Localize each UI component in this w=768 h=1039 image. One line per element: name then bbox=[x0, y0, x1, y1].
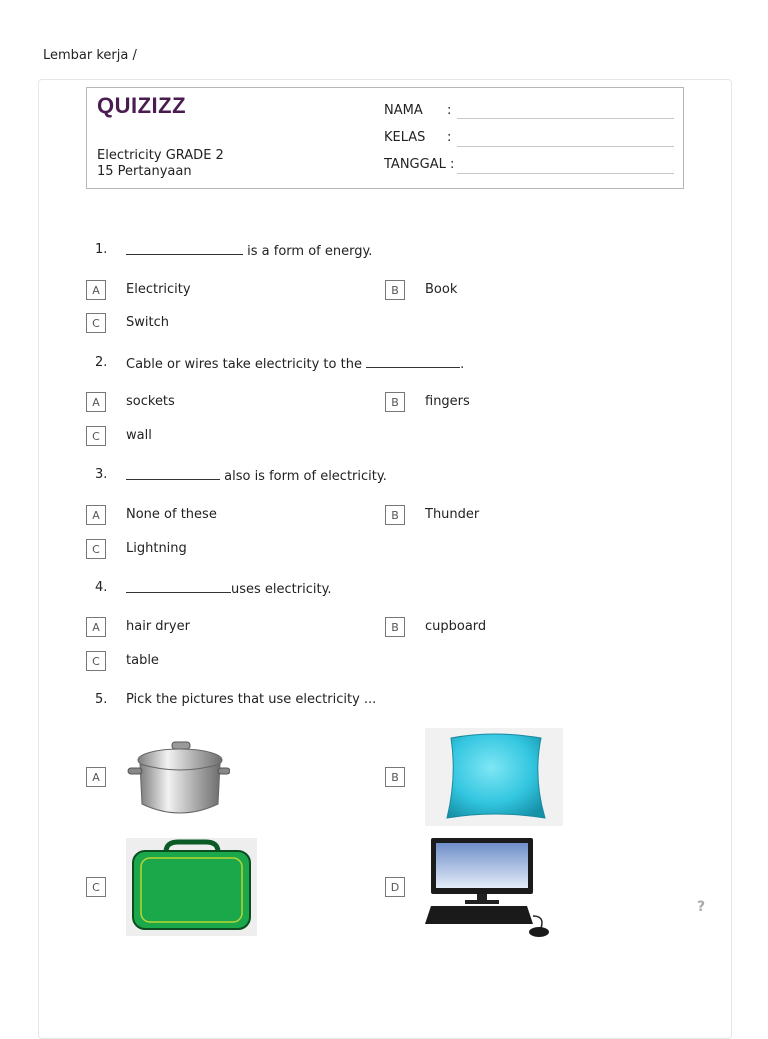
option-text[interactable]: cupboard bbox=[425, 619, 487, 634]
option-letter-box[interactable]: A bbox=[86, 392, 106, 412]
date-field[interactable] bbox=[457, 173, 674, 174]
option-text[interactable]: Thunder bbox=[425, 507, 480, 522]
class-label: KELAS bbox=[384, 130, 426, 145]
cooking-pot-icon bbox=[126, 730, 230, 826]
option-letter-box[interactable]: A bbox=[86, 767, 106, 787]
option-letter-box[interactable]: C bbox=[86, 651, 106, 671]
question-text: uses electricity. bbox=[126, 580, 332, 597]
quizizz-logo bbox=[97, 93, 186, 119]
option-letter-box[interactable]: C bbox=[86, 877, 106, 897]
answer-blank bbox=[126, 580, 231, 593]
pillow-icon bbox=[425, 728, 563, 826]
suitcase-image[interactable] bbox=[126, 838, 257, 936]
option-text[interactable]: fingers bbox=[425, 394, 470, 409]
class-colon: : bbox=[447, 130, 452, 145]
help-icon[interactable]: ? bbox=[697, 899, 706, 915]
option-letter-box[interactable]: B bbox=[385, 767, 405, 787]
class-field[interactable] bbox=[457, 146, 674, 147]
question-text: also is form of electricity. bbox=[126, 467, 387, 484]
option-letter-box[interactable]: C bbox=[86, 426, 106, 446]
quiz-title: Electricity GRADE 2 bbox=[97, 148, 224, 163]
answer-blank bbox=[126, 242, 243, 255]
desktop-computer-icon bbox=[425, 836, 553, 938]
pillow-image[interactable] bbox=[425, 728, 563, 826]
name-label: NAMA bbox=[384, 103, 423, 118]
breadcrumb[interactable]: Lembar kerja / bbox=[43, 48, 137, 63]
option-text[interactable]: Lightning bbox=[126, 541, 187, 556]
suitcase-icon bbox=[126, 838, 257, 936]
option-text[interactable]: None of these bbox=[126, 507, 217, 522]
option-letter-box[interactable]: C bbox=[86, 313, 106, 333]
option-letter-box[interactable]: D bbox=[385, 877, 405, 897]
option-letter-box[interactable]: A bbox=[86, 617, 106, 637]
option-letter-box[interactable]: B bbox=[385, 505, 405, 525]
date-label: TANGGAL : bbox=[384, 157, 455, 172]
option-text[interactable]: hair dryer bbox=[126, 619, 190, 634]
cooking-pot-image[interactable] bbox=[126, 730, 230, 826]
option-text[interactable]: Book bbox=[425, 282, 458, 297]
question-text: is a form of energy. bbox=[126, 242, 372, 259]
option-letter-box[interactable]: B bbox=[385, 392, 405, 412]
option-text[interactable]: table bbox=[126, 653, 159, 668]
question-text: Cable or wires take electricity to the . bbox=[126, 357, 465, 372]
option-text[interactable]: Electricity bbox=[126, 282, 191, 297]
option-letter-box[interactable]: C bbox=[86, 539, 106, 559]
desktop-computer-image[interactable] bbox=[425, 836, 553, 938]
option-text[interactable]: sockets bbox=[126, 394, 175, 409]
logo-text: QUIZIZZ bbox=[97, 93, 187, 118]
question-number: 5. bbox=[95, 692, 108, 707]
name-field[interactable] bbox=[457, 118, 674, 119]
answer-blank bbox=[366, 355, 460, 368]
option-letter-box[interactable]: A bbox=[86, 280, 106, 300]
question-number: 3. bbox=[95, 467, 108, 482]
question-text: Pick the pictures that use electricity ... bbox=[126, 692, 377, 707]
question-count: 15 Pertanyaan bbox=[97, 164, 192, 179]
question-number: 1. bbox=[95, 242, 108, 257]
option-text[interactable]: Switch bbox=[126, 315, 169, 330]
answer-blank bbox=[126, 467, 220, 480]
question-number: 2. bbox=[95, 355, 108, 370]
option-letter-box[interactable]: B bbox=[385, 617, 405, 637]
question-number: 4. bbox=[95, 580, 108, 595]
option-letter-box[interactable]: B bbox=[385, 280, 405, 300]
option-text[interactable]: wall bbox=[126, 428, 152, 443]
name-colon: : bbox=[447, 103, 452, 118]
option-letter-box[interactable]: A bbox=[86, 505, 106, 525]
